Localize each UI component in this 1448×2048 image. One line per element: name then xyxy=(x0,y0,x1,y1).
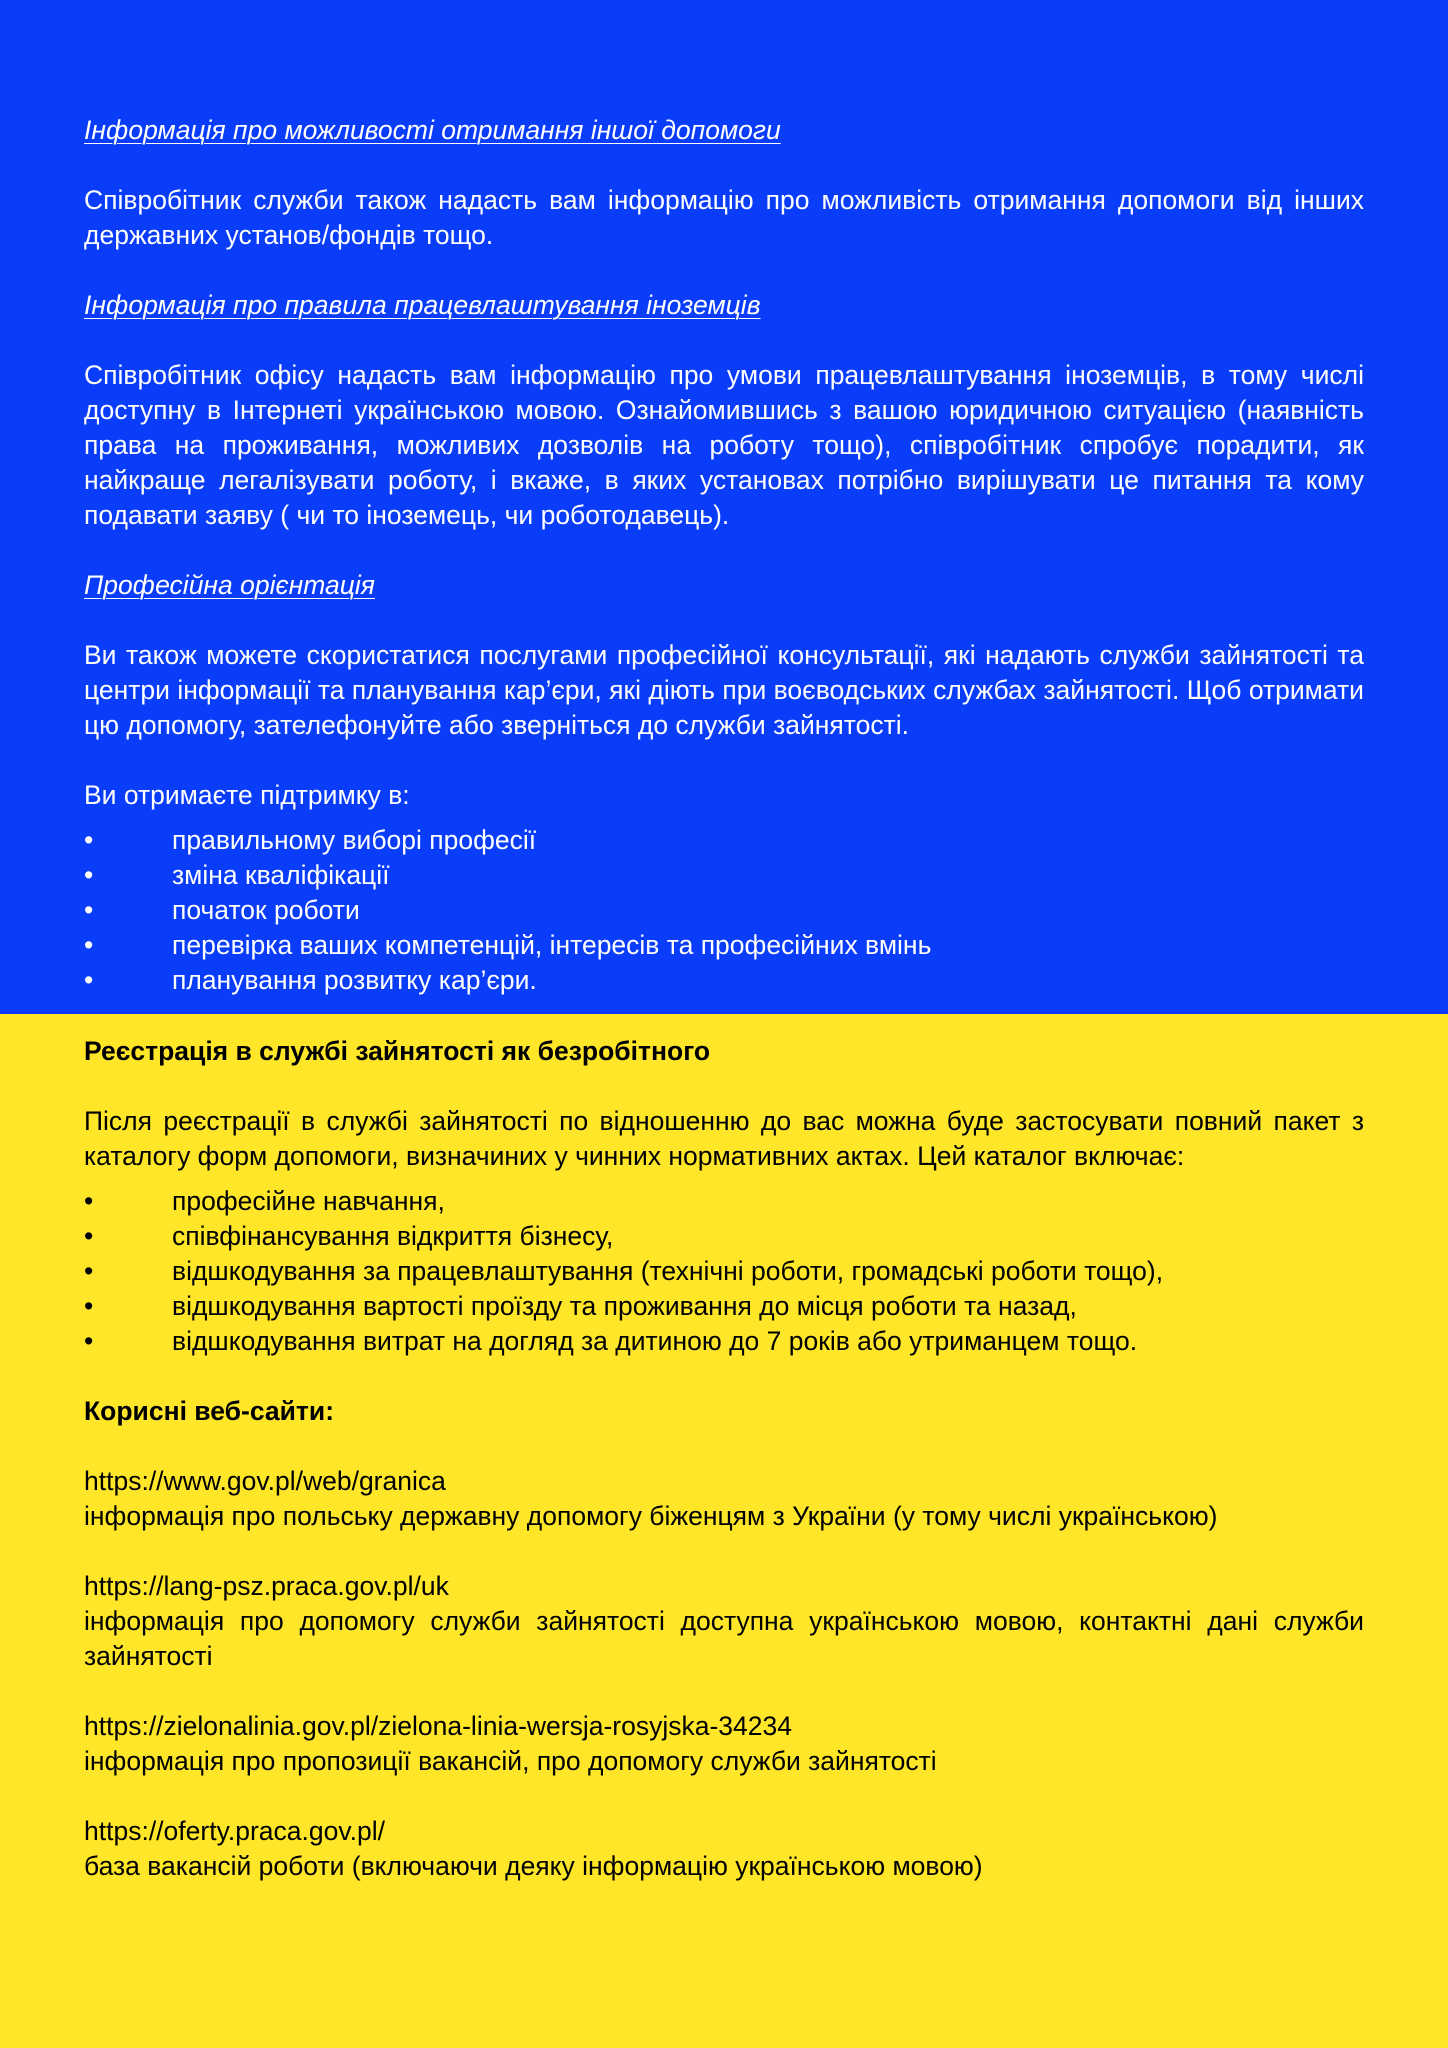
website-desc: інформація про пропозиції вакансій, про допомогу служби зайнятості xyxy=(84,1746,937,1776)
bullet-icon: • xyxy=(84,860,94,890)
other-help-text: Співробітник служби також надасть вам інформацію про можливість отримання допомоги від інших державних установ/фондів тощо. xyxy=(84,185,1364,250)
bullet-icon: • xyxy=(84,1186,94,1216)
yellow-section-content xyxy=(84,1034,1364,1884)
orientation-text: Ви також можете скористатися послугами професійної консультації, які надають служби зайнятості та центри інформації та планування кар’єри, які діють при воєводських службах зайнятості. Щоб отримати цю допомогу, зателефонуйте або зверніться до служби зайнятості. xyxy=(84,640,1364,740)
orientation-heading: Професійна орієнтація xyxy=(84,570,375,600)
list-item: • відшкодування витрат на догляд за дитиною до 7 років або утриманцем тощо. xyxy=(84,1324,1364,1359)
list-item: • початок роботи xyxy=(84,893,1364,928)
website-desc: інформація про допомогу служби зайнятості доступна українською мовою, контактні дані служби зайнятості xyxy=(84,1606,1364,1671)
website-url-oferty[interactable]: https://oferty.praca.gov.pl/ xyxy=(84,1816,385,1846)
list-item: • співфінансування відкриття бізнесу, xyxy=(84,1219,1364,1254)
registration-list xyxy=(84,1184,1364,1359)
blue-section xyxy=(0,0,1448,1014)
bullet-icon: • xyxy=(84,965,94,995)
website-desc: інформація про польську державну допомогу біженцям з України (у тому числі українською) xyxy=(84,1501,1218,1531)
list-item: • відшкодування вартості проїзду та проживання до місця роботи та назад, xyxy=(84,1289,1364,1324)
list-item: • планування розвитку кар’єри. xyxy=(84,963,1364,998)
support-list xyxy=(84,823,1364,998)
websites-heading: Корисні веб-сайти: xyxy=(84,1396,335,1426)
website-url-gov-granica[interactable]: https://www.gov.pl/web/granica xyxy=(84,1466,446,1496)
list-item: • перевірка ваших компетенцій, інтересів та професійних вмінь xyxy=(84,928,1364,963)
website-url-lang-psz[interactable]: https://lang-psz.praca.gov.pl/uk xyxy=(84,1571,449,1601)
website-desc: база вакансій роботи (включаючи деяку інформацію українською мовою) xyxy=(84,1851,983,1881)
registration-heading: Реєстрація в службі зайнятості як безробітного xyxy=(84,1036,711,1066)
bullet-icon: • xyxy=(84,1256,94,1286)
website-url-zielonalinia[interactable]: https://zielonalinia.gov.pl/zielona-linia-wersja-rosyjska-34234 xyxy=(84,1711,792,1741)
employment-rules-text: Співробітник офісу надасть вам інформацію про умови працевлаштування іноземців, в тому числі доступну в Інтернеті українською мовою. Ознайомившись з вашою юридичною ситуацією (наявність права на проживання, можливих дозволів на роботу тощо), співробітник спробує порадити, як найкраще легалізувати роботу, і вкаже, в яких установах потрібно вирішувати це питання та кому подавати заяву ( чи то іноземець, чи роботодавець). xyxy=(84,360,1364,530)
blue-section-content xyxy=(84,113,1364,998)
list-item: • зміна кваліфікації xyxy=(84,858,1364,893)
bullet-icon: • xyxy=(84,1221,94,1251)
bullet-icon: • xyxy=(84,1326,94,1356)
registration-text: Після реєстрації в службі зайнятості по відношенню до вас можна буде застосувати повний пакет з каталогу форм допомоги, визначиних у чинних нормативних актах. Цей каталог включає: xyxy=(84,1106,1364,1171)
bullet-icon: • xyxy=(84,825,94,855)
employment-rules-heading: Інформація про правила працевлаштування іноземців xyxy=(84,290,761,320)
other-help-heading: Інформація про можливості отримання іншої допомоги xyxy=(84,115,781,145)
bullet-icon: • xyxy=(84,895,94,925)
list-item: • правильному виборі професії xyxy=(84,823,1364,858)
list-item: • професійне навчання, xyxy=(84,1184,1364,1219)
list-item: • відшкодування за працевлаштування (технічні роботи, громадські роботи тощо), xyxy=(84,1254,1364,1289)
bullet-icon: • xyxy=(84,1291,94,1321)
support-intro: Ви отримаєте підтримку в: xyxy=(84,780,410,810)
bullet-icon: • xyxy=(84,930,94,960)
yellow-section xyxy=(0,1014,1448,2048)
